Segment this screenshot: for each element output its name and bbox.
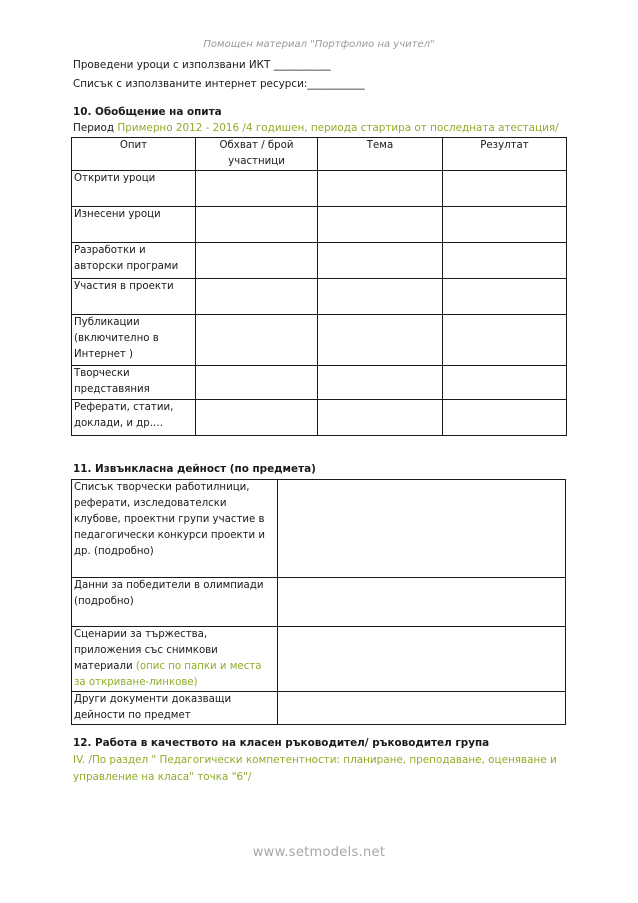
extracurricular-table xyxy=(71,479,566,725)
table-cell[interactable] xyxy=(196,279,318,315)
table-row xyxy=(72,627,566,692)
table-row xyxy=(72,243,567,279)
table-cell[interactable] xyxy=(443,315,567,366)
table-row xyxy=(72,315,567,366)
table-cell[interactable] xyxy=(318,279,443,315)
table-cell[interactable] xyxy=(318,315,443,366)
experience-table-header xyxy=(72,138,567,171)
experience-table xyxy=(71,137,567,436)
column-header: Тема xyxy=(318,138,443,171)
row-label xyxy=(72,692,278,725)
internet-resources-line: Списък с използваните интернет ресурси:___________ xyxy=(73,78,365,90)
row-label xyxy=(72,627,278,692)
row-label-text: Списък творчески работилници, реферати, изследователски клубове, проектни групи участие в педагогически конкурси проекти и др. (подробно) xyxy=(74,482,266,557)
table-cell[interactable] xyxy=(443,366,567,400)
table-cell[interactable] xyxy=(318,171,443,207)
table-cell[interactable] xyxy=(443,279,567,315)
table-cell[interactable] xyxy=(196,400,318,436)
page-header: Помощен материал "Портфолио на учител" xyxy=(203,39,435,50)
table-cell[interactable] xyxy=(196,243,318,279)
row-label: Публикации (включително в Интернет ) xyxy=(72,315,196,366)
column-header: Обхват / брой участници xyxy=(196,138,318,171)
row-label-text: Други документи доказващи дейности по предмет xyxy=(74,694,232,721)
table-cell[interactable] xyxy=(318,400,443,436)
table-cell[interactable] xyxy=(278,692,566,725)
footer-url: www.setmodels.net xyxy=(252,845,386,860)
table-row xyxy=(72,400,567,436)
table-cell[interactable] xyxy=(443,171,567,207)
table-cell[interactable] xyxy=(443,400,567,436)
section-12-line-1: IV. /По раздел " Педагогически компетентности: планиране, преподаване, оценяване и xyxy=(73,754,557,766)
table-cell[interactable] xyxy=(196,171,318,207)
period-label: Период xyxy=(73,122,115,134)
table-row xyxy=(72,366,567,400)
table-cell[interactable] xyxy=(196,207,318,243)
section-12-line-2: управление на класа" точка "6"/ xyxy=(73,771,252,783)
row-label: Разработки и авторски програми xyxy=(72,243,196,279)
table-row xyxy=(72,279,567,315)
row-label: Реферати, статии, доклади, и др.… xyxy=(72,400,196,436)
table-cell[interactable] xyxy=(443,207,567,243)
ikt-lessons-line: Проведени уроци с използвани ИКТ ___________ xyxy=(73,59,331,71)
row-label: Творчески представяния xyxy=(72,366,196,400)
period-line xyxy=(73,122,559,134)
table-cell[interactable] xyxy=(196,366,318,400)
row-label xyxy=(72,578,278,627)
section-10-title: 10. Обобщение на опита xyxy=(73,106,222,118)
row-note: (опис по папки и места за откриване-линкове) xyxy=(74,661,262,688)
period-value: Примерно 2012 - 2016 /4 годишен, периода стартира от последната атестация/ xyxy=(117,122,559,134)
column-header: Опит xyxy=(72,138,196,171)
row-label: Изнесени уроци xyxy=(72,207,196,243)
section-11-title: 11. Извънкласна дейност (по предмета) xyxy=(73,463,316,475)
section-12-title: 12. Работа в качеството на класен ръководител/ ръководител група xyxy=(73,737,490,749)
table-row xyxy=(72,480,566,578)
table-cell[interactable] xyxy=(318,243,443,279)
table-row xyxy=(72,578,566,627)
row-label: Открити уроци xyxy=(72,171,196,207)
table-cell[interactable] xyxy=(443,243,567,279)
table-cell[interactable] xyxy=(278,578,566,627)
table-row xyxy=(72,207,567,243)
column-header: Резултат xyxy=(443,138,567,171)
row-label-text: Данни за победители в олимпиади (подробно) xyxy=(74,580,264,607)
table-row xyxy=(72,692,566,725)
table-cell[interactable] xyxy=(318,207,443,243)
table-row xyxy=(72,171,567,207)
row-label: Участия в проекти xyxy=(72,279,196,315)
table-cell[interactable] xyxy=(196,315,318,366)
table-cell[interactable] xyxy=(278,627,566,692)
table-cell[interactable] xyxy=(278,480,566,578)
row-label-text: Сценарии за тържества, приложения със снимкови материали xyxy=(74,629,218,672)
table-cell[interactable] xyxy=(318,366,443,400)
row-label xyxy=(72,480,278,578)
